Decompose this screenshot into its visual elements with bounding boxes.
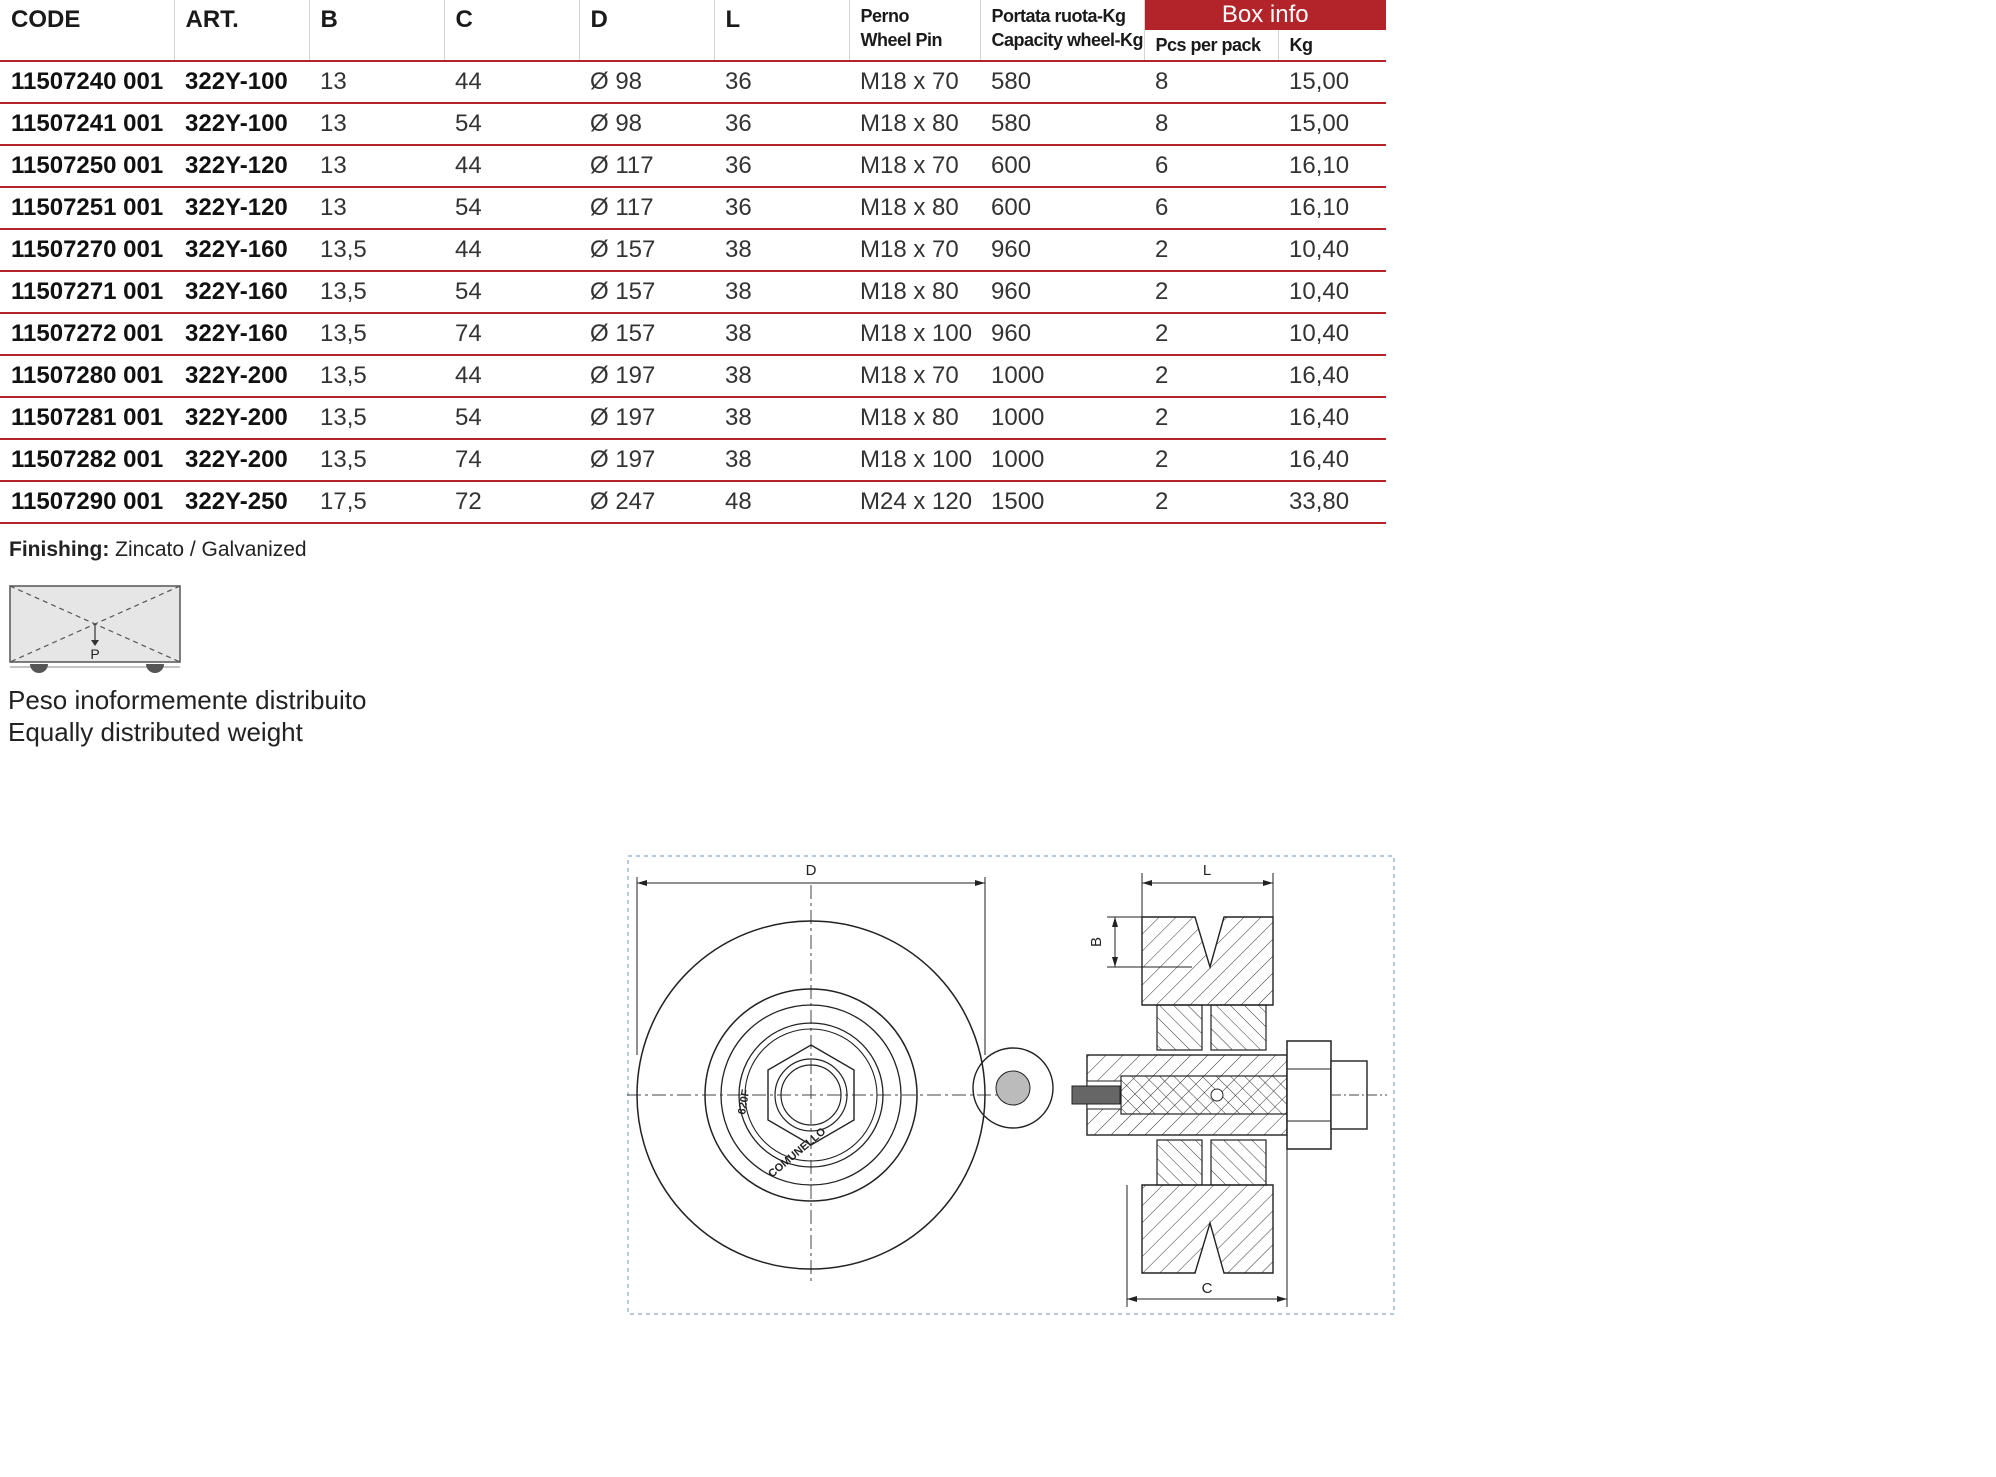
finishing-value: Zincato / Galvanized <box>115 538 307 561</box>
row-d: Ø 157 <box>579 271 714 313</box>
row-c: 44 <box>444 61 579 103</box>
header-capacity-en: Capacity wheel-Kg <box>991 30 1144 50</box>
row-wheel-pin: M18 x 80 <box>849 271 980 313</box>
row-c: 44 <box>444 229 579 271</box>
wheel-technical-drawing <box>627 855 1395 1315</box>
wheel-side-section <box>1072 862 1387 1307</box>
row-d: Ø 117 <box>579 145 714 187</box>
row-code: 11507250 001 <box>0 145 174 187</box>
row-l: 38 <box>714 397 849 439</box>
row-capacity: 580 <box>980 61 1144 103</box>
row-pcs: 2 <box>1144 229 1278 271</box>
row-pcs: 6 <box>1144 145 1278 187</box>
header-b: B <box>309 0 444 61</box>
row-d: Ø 157 <box>579 229 714 271</box>
row-d: Ø 197 <box>579 439 714 481</box>
product-spec-table <box>0 0 1386 524</box>
row-kg: 16,10 <box>1278 145 1386 187</box>
row-art: 322Y-120 <box>174 187 309 229</box>
row-c: 72 <box>444 481 579 523</box>
row-pcs: 2 <box>1144 313 1278 355</box>
row-capacity: 1000 <box>980 355 1144 397</box>
table-row <box>0 103 1386 145</box>
row-code: 11507270 001 <box>0 229 174 271</box>
row-kg: 16,40 <box>1278 439 1386 481</box>
row-d: Ø 98 <box>579 61 714 103</box>
row-b: 13,5 <box>309 397 444 439</box>
row-kg: 15,00 <box>1278 61 1386 103</box>
row-capacity: 960 <box>980 229 1144 271</box>
row-c: 54 <box>444 271 579 313</box>
load-description-it: Peso inoformemente distribuito <box>8 685 367 715</box>
row-wheel-pin: M18 x 100 <box>849 439 980 481</box>
row-art: 322Y-120 <box>174 145 309 187</box>
row-wheel-pin: M18 x 80 <box>849 103 980 145</box>
row-wheel-pin: M24 x 120 <box>849 481 980 523</box>
row-b: 13,5 <box>309 271 444 313</box>
table-row <box>0 481 1386 523</box>
row-code: 11507282 001 <box>0 439 174 481</box>
table-row <box>0 271 1386 313</box>
table-row <box>0 229 1386 271</box>
header-code: CODE <box>0 0 174 61</box>
dimension-c-label: C <box>1201 1280 1213 1297</box>
dimension-b-label: B <box>1088 936 1105 948</box>
table-body <box>0 61 1386 523</box>
row-pcs: 2 <box>1144 355 1278 397</box>
row-capacity: 1500 <box>980 481 1144 523</box>
row-c: 44 <box>444 355 579 397</box>
row-b: 13 <box>309 187 444 229</box>
row-kg: 16,40 <box>1278 355 1386 397</box>
row-kg: 33,80 <box>1278 481 1386 523</box>
header-kg: Kg <box>1278 30 1386 61</box>
row-b: 13 <box>309 145 444 187</box>
row-wheel-pin: M18 x 70 <box>849 145 980 187</box>
row-b: 13,5 <box>309 355 444 397</box>
row-wheel-pin: M18 x 70 <box>849 355 980 397</box>
row-c: 54 <box>444 187 579 229</box>
row-b: 13,5 <box>309 229 444 271</box>
header-capacity <box>980 0 1144 61</box>
row-code: 11507240 001 <box>0 61 174 103</box>
row-art: 322Y-200 <box>174 355 309 397</box>
row-pcs: 8 <box>1144 103 1278 145</box>
row-c: 54 <box>444 103 579 145</box>
row-l: 38 <box>714 439 849 481</box>
table-row <box>0 439 1386 481</box>
table-row <box>0 355 1386 397</box>
row-l: 36 <box>714 187 849 229</box>
row-code: 11507271 001 <box>0 271 174 313</box>
row-capacity: 1000 <box>980 439 1144 481</box>
finishing-note <box>9 538 307 562</box>
row-art: 322Y-160 <box>174 271 309 313</box>
row-b: 13,5 <box>309 313 444 355</box>
row-art: 322Y-160 <box>174 313 309 355</box>
row-capacity: 600 <box>980 187 1144 229</box>
row-kg: 16,10 <box>1278 187 1386 229</box>
row-c: 54 <box>444 397 579 439</box>
hub-brand-text: COMUNELLO <box>766 1125 829 1181</box>
dimension-d-label: D <box>805 862 817 879</box>
row-code: 11507241 001 <box>0 103 174 145</box>
table-row <box>0 145 1386 187</box>
row-pcs: 2 <box>1144 397 1278 439</box>
header-art: ART. <box>174 0 309 61</box>
row-art: 322Y-100 <box>174 103 309 145</box>
header-pcs-per-pack: Pcs per pack <box>1144 30 1278 61</box>
row-wheel-pin: M18 x 70 <box>849 61 980 103</box>
header-c: C <box>444 0 579 61</box>
row-l: 36 <box>714 61 849 103</box>
row-pcs: 2 <box>1144 271 1278 313</box>
header-box-info: Box info <box>1144 0 1386 30</box>
row-l: 38 <box>714 313 849 355</box>
table-row <box>0 61 1386 103</box>
row-code: 11507281 001 <box>0 397 174 439</box>
row-b: 17,5 <box>309 481 444 523</box>
header-wheel-pin <box>849 0 980 61</box>
row-capacity: 960 <box>980 271 1144 313</box>
table-row <box>0 313 1386 355</box>
row-b: 13,5 <box>309 439 444 481</box>
header-d: D <box>579 0 714 61</box>
row-kg: 10,40 <box>1278 313 1386 355</box>
row-l: 38 <box>714 229 849 271</box>
row-d: Ø 247 <box>579 481 714 523</box>
row-art: 322Y-100 <box>174 61 309 103</box>
row-kg: 16,40 <box>1278 397 1386 439</box>
row-capacity: 580 <box>980 103 1144 145</box>
finishing-label: Finishing: <box>9 538 110 561</box>
row-kg: 10,40 <box>1278 229 1386 271</box>
row-kg: 10,40 <box>1278 271 1386 313</box>
row-art: 322Y-160 <box>174 229 309 271</box>
row-kg: 15,00 <box>1278 103 1386 145</box>
table-row <box>0 397 1386 439</box>
row-l: 38 <box>714 355 849 397</box>
row-d: Ø 117 <box>579 187 714 229</box>
row-l: 36 <box>714 103 849 145</box>
row-c: 74 <box>444 313 579 355</box>
load-icon-label: P <box>90 646 100 662</box>
hub-model-text: 620F <box>736 1088 753 1116</box>
row-l: 48 <box>714 481 849 523</box>
distributed-load-icon <box>8 584 184 674</box>
row-pcs: 8 <box>1144 61 1278 103</box>
load-description <box>8 684 366 748</box>
row-capacity: 600 <box>980 145 1144 187</box>
row-pcs: 2 <box>1144 481 1278 523</box>
header-l: L <box>714 0 849 61</box>
row-art: 322Y-200 <box>174 397 309 439</box>
row-b: 13 <box>309 61 444 103</box>
row-l: 36 <box>714 145 849 187</box>
row-code: 11507251 001 <box>0 187 174 229</box>
row-c: 74 <box>444 439 579 481</box>
wheel-front-view <box>627 862 1027 1285</box>
row-d: Ø 197 <box>579 355 714 397</box>
row-wheel-pin: M18 x 80 <box>849 187 980 229</box>
load-description-en: Equally distributed weight <box>8 717 303 747</box>
row-art: 322Y-200 <box>174 439 309 481</box>
row-d: Ø 197 <box>579 397 714 439</box>
row-d: Ø 98 <box>579 103 714 145</box>
header-wheel-pin-it: Perno <box>860 6 910 26</box>
row-b: 13 <box>309 103 444 145</box>
header-capacity-it: Portata ruota-Kg <box>991 6 1126 26</box>
row-code: 11507290 001 <box>0 481 174 523</box>
table-header <box>0 0 1386 61</box>
row-wheel-pin: M18 x 70 <box>849 229 980 271</box>
row-l: 38 <box>714 271 849 313</box>
row-code: 11507280 001 <box>0 355 174 397</box>
table-row <box>0 187 1386 229</box>
row-pcs: 6 <box>1144 187 1278 229</box>
header-wheel-pin-en: Wheel Pin <box>860 30 943 50</box>
row-capacity: 960 <box>980 313 1144 355</box>
row-wheel-pin: M18 x 100 <box>849 313 980 355</box>
row-pcs: 2 <box>1144 439 1278 481</box>
row-art: 322Y-250 <box>174 481 309 523</box>
row-code: 11507272 001 <box>0 313 174 355</box>
row-wheel-pin: M18 x 80 <box>849 397 980 439</box>
row-capacity: 1000 <box>980 397 1144 439</box>
dimension-l-label: L <box>1202 862 1212 879</box>
row-c: 44 <box>444 145 579 187</box>
row-d: Ø 157 <box>579 313 714 355</box>
